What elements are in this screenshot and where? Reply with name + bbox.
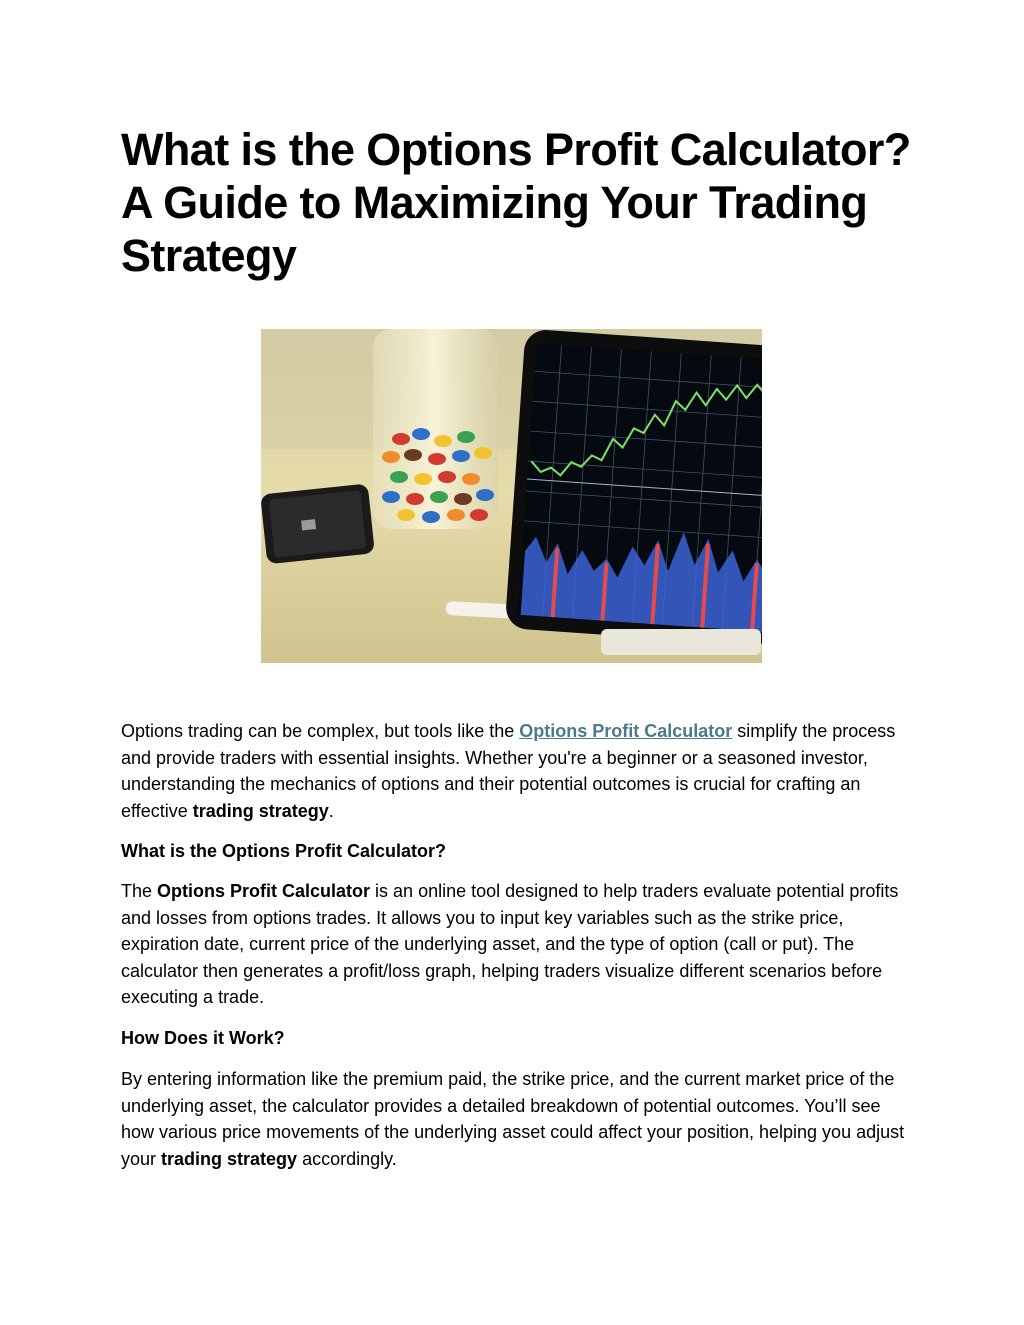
section-heading-how-it-works: How Does it Work? [121, 1028, 285, 1048]
section-heading-what-is: What is the Options Profit Calculator? [121, 841, 447, 861]
intro-paragraph [121, 718, 911, 824]
hero-image [261, 329, 762, 663]
intro-bold-trading-strategy: trading strategy [192, 800, 329, 821]
options-profit-calculator-link[interactable]: Options Profit Calculator [519, 721, 733, 741]
intro-text-2: simplify the process and provide traders with essential insights. Whether you're a beginner or a seasoned investor, understanding the mechanics of options and their potential outcomes is crucial for crafting an effective [121, 721, 896, 821]
page-title: What is the Options Profit Calculator? A Guide to Maximizing Your Trading Strategy [121, 124, 911, 281]
intro-text-3: . [328, 800, 334, 821]
intro-text-1: Options trading can be complex, but tools like the [121, 721, 520, 741]
section2-paragraph [121, 1066, 911, 1172]
section2-text-2: accordingly. [297, 1148, 397, 1169]
photo-icon [261, 329, 762, 663]
section1-paragraph [121, 878, 911, 1011]
section2-bold-trading-strategy: trading strategy [161, 1148, 298, 1169]
section1-text-2: is an online tool designed to help traders evaluate potential profits and losses from options trades. It allows you to input key variables such as the strike price, expiration date, current price of the underlying asset, and the type of option (call or put). The calculator then generates a profit/loss graph, helping traders visualize different scenarios before executing a trade. [121, 881, 899, 1008]
section1-bold-calculator: Options Profit Calculator [157, 881, 371, 901]
section2-text-1: By entering information like the premium paid, the strike price, and the current market price of the underlying asset, the calculator provides a detailed breakdown of potential outcomes. You’ll see how various price movements of the underlying asset could affect your position, helping you adjust your [121, 1069, 905, 1169]
section1-text-1: The [121, 881, 158, 901]
